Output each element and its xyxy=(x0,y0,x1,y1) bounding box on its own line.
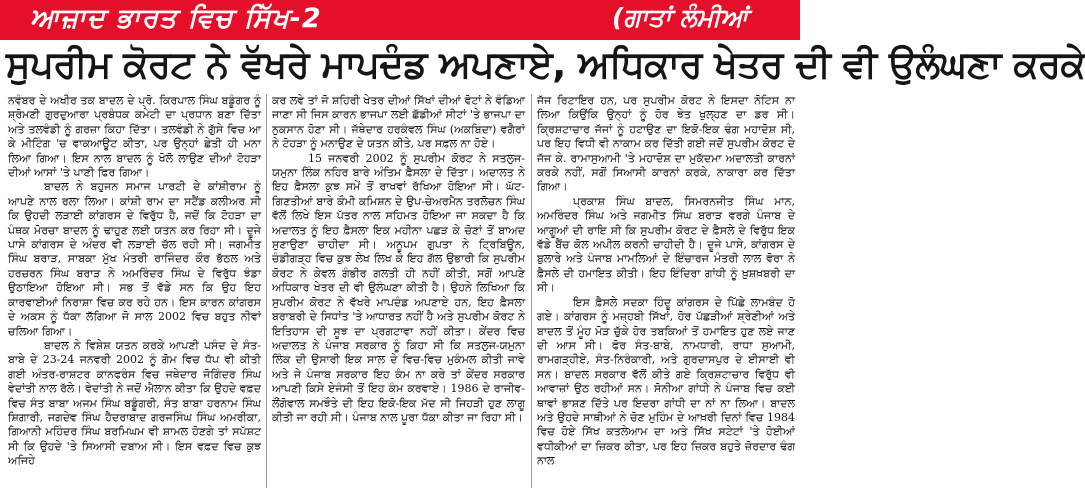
paragraph: ਬਾਦਲ ਨੇ ਬਹੁਜਨ ਸਮਾਜ ਪਾਰਟੀ ਦੇ ਕਾਂਸ਼ੀਰਾਮ ਨੂੰ ਆਪਣੇ ਨਾਲ ਰਲਾ ਲਿਆ। ਕਾਂਸ਼ੀ ਰਾਮ ਦਾ ਸਟੈਂਡ ਕਲੀਅਰ ਸੀ ਕਿ ਉਹਦੀ ਲੜਾਈ ਕਾਂਗਰਸ ਦੇ ਵਿਰੁੱਧ ਹੈ, ਜਦੋਂ ਕਿ ਟੋਹੜਾ ਦਾ ਪੰਥਕ ਮੋਰਚਾ ਬਾਦਲ ਨੂੰ ਢਾਹੁਣ ਲਈ ਯਤਨ ਕਰ ਰਿਹਾ ਸੀ। ਦੂਜੇ ਪਾਸੇ ਕਾਂਗਰਸ ਦੇ ਅੰਦਰ ਵੀ ਲੜਾਈ ਚੱਲ ਰਹੀ ਸੀ। ਜਗਮੀਤ ਸਿੰਘ ਬਰਾੜ, ਸਾਬਕਾ ਮੁੱਖ ਮੰਤਰੀ ਰਾਜਿੰਦਰ ਕੌਰ ਭੱਠਲ ਅਤੇ ਹਰਚਰਨ ਸਿੰਘ ਬਰਾੜ ਨੇ ਅਮਰਿੰਦਰ ਸਿੰਘ ਦੇ ਵਿਰੁੱਧ ਝੰਡਾ ਉਠਾਇਆ ਹੋਇਆ ਸੀ। ਸਭ ਤੋਂ ਵੱਡੇ ਸਨ ਕਿ ਉਹ ਇਹ ਕਾਰਵਾਈਆਂ ਨਿਰਾਸ਼ਾ ਵਿਚ ਕਰ ਰਹੇ ਹਨ। ਇਸ ਕਾਰਨ ਕਾਂਗਰਸ ਦੇ ਅਕਸ ਨੂੰ ਧੱਕਾ ਲੱਗਿਆ ਜੋ ਸਾਲ 2002 ਵਿਚ ਬਹੁਤ ਨੀਵਾਂ ਚਲਿਆ ਗਿਆ। xyxy=(8,180,261,338)
paragraph: ਕਰ ਲਵੇ ਤਾਂ ਜੋ ਸ਼ਹਿਰੀ ਖੇਤਰ ਦੀਆਂ ਸਿੱਖਾਂ ਦੀਆਂ ਵੋਟਾਂ ਨੇ ਵੰਡਿਆ ਜਾਣਾ ਸੀ ਜਿਸ ਕਾਰਨ ਭਾਜਪਾ ਲਈ ਛੱਡੀਆਂ ਸੀਟਾਂ 'ਤੇ ਭਾਜਪਾ ਦਾ ਨੁਕਸਾਨ ਹੋਣਾ ਸੀ। ਜੱਥੇਦਾਰ ਹਰਕੰਵਲ ਸਿੰਘ (ਅਕਬਿਦਾ) ਵਗੈਰਾਂ ਨੇ ਟੋਹੜਾ ਨੂੰ ਮਨਾਉਣ ਦੇ ਯਤਨ ਕੀਤੇ, ਪਰ ਸਫ਼ਲ ਨਾ ਹੋਏ। xyxy=(272,94,525,151)
paragraph: ਨਵੰਬਰ ਦੇ ਅਖੀਰ ਤਕ ਬਾਦਲ ਦੇ ਪ੍ਰੋ. ਕਿਰਪਾਲ ਸਿੰਘ ਬਡੂੰਗਰ ਨੂੰ ਸ਼੍ਰੋਮਣੀ ਗੁਰਦੁਆਰਾ ਪ੍ਰਬੰਧਕ ਕਮੇਟੀ ਦਾ ਪ੍ਰਧਾਨ ਬਣਾ ਦਿੱਤਾ ਅਤੇ ਤਲਵੰਡੀ ਨੂੰ ਗਰਜ਼ਾ ਕਿਹਾ ਦਿੱਤਾ। ਤਲਵੰਡੀ ਨੇ ਗੁੱਸੇ ਵਿਚ ਆ ਕੇ ਮੀਟਿੰਗ 'ਚ ਵਾਕਆਊਟ ਕੀਤਾ, ਪਰ ਉਨ੍ਹਾਂ ਛੇਤੀ ਹੀ ਮਨਾ ਲਿਆ ਗਿਆ। ਇਸ ਨਾਲ ਬਾਦਲ ਨੂੰ ਖੋਲੋ ਲਾਉਣ ਦੀਆਂ ਟੋਹੜਾ ਦੀਆਂ ਆਸਾਂ 'ਤੇ ਪਾਣੀ ਫਿਰ ਗਿਆ। xyxy=(8,94,261,180)
article-column-3 xyxy=(537,94,795,489)
series-banner xyxy=(0,0,800,40)
paragraph: 15 ਜਨਵਰੀ 2002 ਨੂੰ ਸੁਪਰੀਮ ਕੋਰਟ ਨੇ ਸਤਲੁਜ-ਯਮੁਨਾ ਲਿੰਕ ਨਹਿਰ ਬਾਰੇ ਅੰਤਿਮ ਫ਼ੈਸਲਾ ਦੇ ਦਿੱਤਾ। ਅਦਾਲਤ ਨੇ ਇਹ ਫ਼ੈਸਲਾ ਕੁਝ ਸਮੇਂ ਤੋਂ ਰਾਖਵਾਂ ਰੱਖਿਆ ਹੋਇਆ ਸੀ। ਘੱਟ-ਗਿਣਤੀਆਂ ਬਾਰੇ ਕੌਮੀ ਕਮਿਸ਼ਨ ਦੇ ਉਪ-ਚੇਅਰਮੈਨ ਤਰਲੋਚਨ ਸਿੰਘ ਵੱਲੋਂ ਲਿਖੇ ਇਸ ਪੱਤਰ ਨਾਲ ਸਹਿਮਤ ਹੋਇਆ ਜਾ ਸਕਦਾ ਹੈ ਕਿ ਅਦਾਲਤ ਨੂੰ ਇਹ ਫ਼ੈਸਲਾ ਇਕ ਮਹੀਨਾ ਪਛੜ ਕੇ ਚੋਣਾਂ ਤੋਂ ਬਾਅਦ ਸੁਣਾਉਣਾ ਚਾਹੀਦਾ ਸੀ। ਅਨੂਪਮ ਗੁਪਤਾ ਨੇ ਟ੍ਰਿਬਿਊਨ, ਚੰਡੀਗੜ੍ਹ ਵਿਚ ਕੁਝ ਲੇਖ ਲਿਖ ਕੇ ਇਹ ਗੱਲ ਉਭਾਰੀ ਕਿ ਸੁਪਰੀਮ ਕੋਰਟ ਨੇ ਕੇਵਲ ਗੰਭੀਰ ਗਲਤੀ ਹੀ ਨਹੀਂ ਕੀਤੀ, ਸਗੋਂ ਆਪਣੇ ਅਧਿਕਾਰ ਖੇਤਰ ਦੀ ਵੀ ਉਲੰਘਣਾ ਕੀਤੀ ਹੈ। ਉਹਨੇ ਲਿਖਿਆ ਕਿ ਸੁਪਰੀਮ ਕੋਰਟ ਨੇ ਵੱਖਰੇ ਮਾਪਦੰਡ ਅਪਣਾਏ ਹਨ, ਇਹ ਫ਼ੈਸਲਾ ਬਰਾਬਰੀ ਦੇ ਸਿਧਾਂਤ 'ਤੇ ਆਧਾਰਤ ਨਹੀਂ ਹੈ ਅਤੇ ਸੁਪਰੀਮ ਕੋਰਟ ਨੇ ਇਤਿਹਾਸ ਦੀ ਸੂਝ ਦਾ ਪ੍ਰਗਟਾਵਾ ਨਹੀਂ ਕੀਤਾ। ਕੇਂਦਰ ਵਿਚ ਅਦਾਲਤ ਨੇ ਪੰਜਾਬ ਸਰਕਾਰ ਨੂੰ ਕਿਹਾ ਸੀ ਕਿ ਸਤਲੁਜ-ਯਮੁਨਾ ਲਿੰਕ ਦੀ ਉਸਾਰੀ ਇਕ ਸਾਲ ਦੇ ਵਿਚ-ਵਿਚ ਮੁਕੰਮਲ ਕੀਤੀ ਜਾਵੇ ਅਤੇ ਜੇ ਪੰਜਾਬ ਸਰਕਾਰ ਇਹ ਕੰਮ ਨਾ ਕਰੇ ਤਾਂ ਕੇਂਦਰ ਸਰਕਾਰ ਆਪਣੀ ਕਿਸੇ ਏਜੰਸੀ ਤੋਂ ਇਹ ਕੰਮ ਕਰਵਾਏ। 1986 ਦੇ ਰਾਜੀਵ-ਲੌਂਗੋਵਾਲ ਸਮਝੌਤੇ ਦੀ ਇਹ ਇਕੋ-ਇਕ ਮੱਦ ਸੀ ਜਿਹੜੀ ਹੁਣ ਲਾਗੂ ਕੀਤੀ ਜਾ ਰਹੀ ਸੀ। ਪੰਜਾਬ ਨਾਲ ਪੂਰਾ ਧੱਕਾ ਕੀਤਾ ਜਾ ਰਿਹਾ ਸੀ। xyxy=(272,151,525,424)
author-byline: (ਗਾਤਾਂ ਲੰਮੀਆਂ xyxy=(612,3,748,32)
paragraph: ਇਸ ਫ਼ੈਸਲੇ ਸਦਕਾ ਹਿੰਦੂ ਕਾਂਗਰਸ ਦੇ ਪਿੱਛੇ ਲਾਮਬੰਦ ਹੋ ਗਏ। ਕਾਂਗਰਸ ਨੂੰ ਮਜ਼੍ਹਬੀ ਸਿੱਖਾਂ, ਹੋਰ ਪੱਛੜੀਆਂ ਸ਼੍ਰੇਣੀਆਂ ਅਤੇ ਬਾਦਲ ਤੋਂ ਮੂੰਹ ਮੋੜ ਚੁੱਕੇ ਹੋਰ ਤਬਕਿਆਂ ਤੋਂ ਹਮਾਇਤ ਹੁਣ ਲਏ ਜਾਣ ਦੀ ਆਸ ਸੀ। ਫੋਰ ਸੰਤ-ਬਾਬੇ, ਨਾਮਧਾਰੀ, ਰਾਧਾ ਸੁਆਮੀ, ਰਾਮਗੜ੍ਹੀਏ, ਸੰਤ-ਨਿਰੰਕਾਰੀ, ਅਤੇ ਗੁਰਦਾਸਪੁਰ ਦੇ ਈਸਾਈ ਵੀ ਸਨ। ਬਾਦਲ ਸਰਕਾਰ ਵੱਲੋਂ ਕੀਤੇ ਗਏ ਕ੍ਰਿਸ਼ਟਾਚਾਰ ਵਿਰੁੱਧ ਵੀ ਆਵਾਜ਼ਾਂ ਉਠ ਰਹੀਆਂ ਸਨ। ਸੋਨੀਆ ਗਾਂਧੀ ਨੇ ਪੰਜਾਬ ਵਿਚ ਕਈ ਥਾਵਾਂ ਭਾਸ਼ਣ ਦਿੱਤੇ ਪਰ ਇਦਰਾ ਗਾਂਧੀ ਦਾ ਨਾਂ ਨਾ ਲਿਆ। ਬਾਦਲ ਅਤੇ ਉਹਦੇ ਸਾਥੀਆਂ ਨੇ ਚੋਣ ਮੁਹਿੰਮ ਦੇ ਆਖ਼ਰੀ ਦਿਨਾਂ ਵਿਚ 1984 ਵਿਚ ਹੋਏ ਸਿੱਖ ਕਤਲੇਆਮ ਦਾ ਅਤੇ ਸਿੱਖ ਸਟੇਟਾਂ 'ਤੇ ਹੋਈਆਂ ਵਧੀਕੀਆਂ ਦਾ ਜ਼ਿਕਰ ਕੀਤਾ, ਪਰ ਇਹ ਜ਼ਿਕਰ ਬਹੁਤੇ ਜ਼ੋਰਦਾਰ ਢੰਗ ਨਾਲ xyxy=(537,295,795,468)
paragraph: ਪ੍ਰਕਾਸ਼ ਸਿੰਘ ਬਾਦਲ, ਸਿਮਰਨਜੀਤ ਸਿੰਘ ਮਾਨ, ਅਮਰਿੰਦਰ ਸਿੰਘ ਅਤੇ ਜਗਮੀਤ ਸਿੰਘ ਬਰਾੜ ਵਰਗੇ ਪੰਜਾਬ ਦੇ ਆਗੂਆਂ ਦੀ ਰਾਇ ਸੀ ਕਿ ਸੁਪਰੀਮ ਕੋਰਟ ਦੇ ਫ਼ੈਸਲੇ ਦੇ ਵਿਰੁੱਧ ਇਕ ਵੱਡੇ ਬੈਂਚ ਕੋਲ ਅਪੀਲ ਕਰਨੀ ਚਾਹੀਦੀ ਹੈ। ਦੂਜੇ ਪਾਸੇ, ਕਾਂਗਰਸ ਦੇ ਬੁਲਾਰੇ ਅਤੇ ਪੰਜਾਬ ਮਾਮਲਿਆਂ ਦੇ ਇੰਚਾਰਜ ਮੰਤਰੀ ਲਾਲ ਵੋਰਾ ਨੇ ਫ਼ੈਸਲੇ ਦੀ ਹਮਾਇਤ ਕੀਤੀ। ਇਹ ਇੰਦਿਰਾ ਗਾਂਧੀ ਨੂੰ ਖ਼ੁਸ਼ਖ਼ਬਰੀ ਦਾ ਸੀ। xyxy=(537,194,795,295)
article-column-2 xyxy=(272,94,525,489)
article-headline: ਸੁਪਰੀਮ ਕੋਰਟ ਨੇ ਵੱਖਰੇ ਮਾਪਦੰਡ ਅਪਣਾਏ, ਅਧਿਕਾਰ ਖੇਤਰ ਦੀ ਵੀ ਉਲੰਘਣਾ ਕਰਕੇ xyxy=(6,43,1085,86)
column-divider xyxy=(266,94,267,488)
series-title: ਆਜ਼ਾਦ ਭਾਰਤ ਵਿਚ ਸਿੱਖ-2 xyxy=(30,3,322,34)
column-divider xyxy=(531,94,532,488)
article-column-1 xyxy=(8,94,261,489)
paragraph: ਬਾਦਲ ਨੇ ਵਿਸ਼ੇਸ਼ ਯਤਨ ਕਰਕੇ ਆਪਣੀ ਪਸੰਦ ਦੇ ਸੰਤ-ਬਾਬੇ ਦੇ 23-24 ਜਨਵਰੀ 2002 ਨੂੰ ਗੋਮ ਵਿਚ ਧੱਪ ਵੀ ਕੀਤੀ ਗਈ ਅੰਤਰ-ਰਾਸ਼ਟਰ ਕਾਨਫਰੰਸ ਵਿਚ ਜਥੇਦਾਰ ਜੋਗਿੰਦਰ ਸਿੰਘ ਵੇਦਾਂਤੀ ਨਾਲ ਰੱਲੇ। ਵੇਦਾਂਤੀ ਨੇ ਜਦੋਂ ਐਲਾਨ ਕੀਤਾ ਕਿ ਉਹਦੇ ਵਫ਼ਦ ਵਿਚ ਸੰਤ ਬਾਬਾ ਅਜਮ ਸਿੰਘ ਬਡੂੰਗਰੀ, ਸੰਤ ਬਾਬਾ ਹਰਨਾਮ ਸਿੰਘ ਸ਼ਿਗਾਰੀ, ਜਗਦੇਵ ਸਿੰਘ ਹੈਦਰਾਬਾਦ ਗਰਜਸਿੰਘ ਸਿੰਘ ਅਮਰੀਕਾ, ਗਿਆਨੀ ਮਹਿੰਦਰ ਸਿੰਘ ਬਰਮਿਘਮ ਵੀ ਸ਼ਾਮਲ ਹੋਣਗੇ ਤਾਂ ਸਪੱਸ਼ਟ ਸੀ ਕਿ ਉਹਦੇ 'ਤੇ ਸਿਆਸੀ ਦਬਾਅ ਸੀ। ਇਸ ਵਫ਼ਦ ਵਿਚ ਕੁਝ ਅਜਿਹੇ xyxy=(8,338,261,468)
paragraph: ਜੱਜ ਰਿਟਾਇਰ ਹਨ, ਪਰ ਸੁਪਰੀਮ ਕੋਰਟ ਨੇ ਇਸਦਾ ਨੋਟਿਸ ਨਾ ਲਿਆ ਕਿਉਂਕਿ ਉਨ੍ਹਾਂ ਨੂੰ ਹੋਰ ਝੇਤ ਖੁਲ੍ਹਣ ਦਾ ਡਰ ਸੀ। ਕ੍ਰਿਸ਼ਟਾਚਾਰ ਜੱਜਾਂ ਨੂੰ ਹਟਾਉਣ ਦਾ ਇਕੋ-ਇਕ ਢੰਗ ਮਹਾਦੋਸ਼ ਸੀ, ਪਰ ਇਹ ਵਿਧੀ ਵੀ ਨਾਕਾਮ ਕਰ ਦਿੱਤੀ ਗਈ ਜਦੋਂ ਸੁਪਰੀਮ ਕੋਰਟ ਦੇ ਜੱਜ ਕੇ. ਰਾਮਾਸੁਆਮੀ 'ਤੇ ਮਹਾਦੋਸ਼ ਦਾ ਮੁਕੱਦਮਾ ਅਦਾਲਤੀ ਕਾਰਨਾਂ ਕਰਕੇ ਨਹੀਂ, ਸਗੋਂ ਸਿਆਸੀ ਕਾਰਨਾਂ ਕਰਕੇ, ਨਾਕਾਰਾ ਕਰ ਦਿੱਤਾ ਗਿਆ। xyxy=(537,94,795,194)
